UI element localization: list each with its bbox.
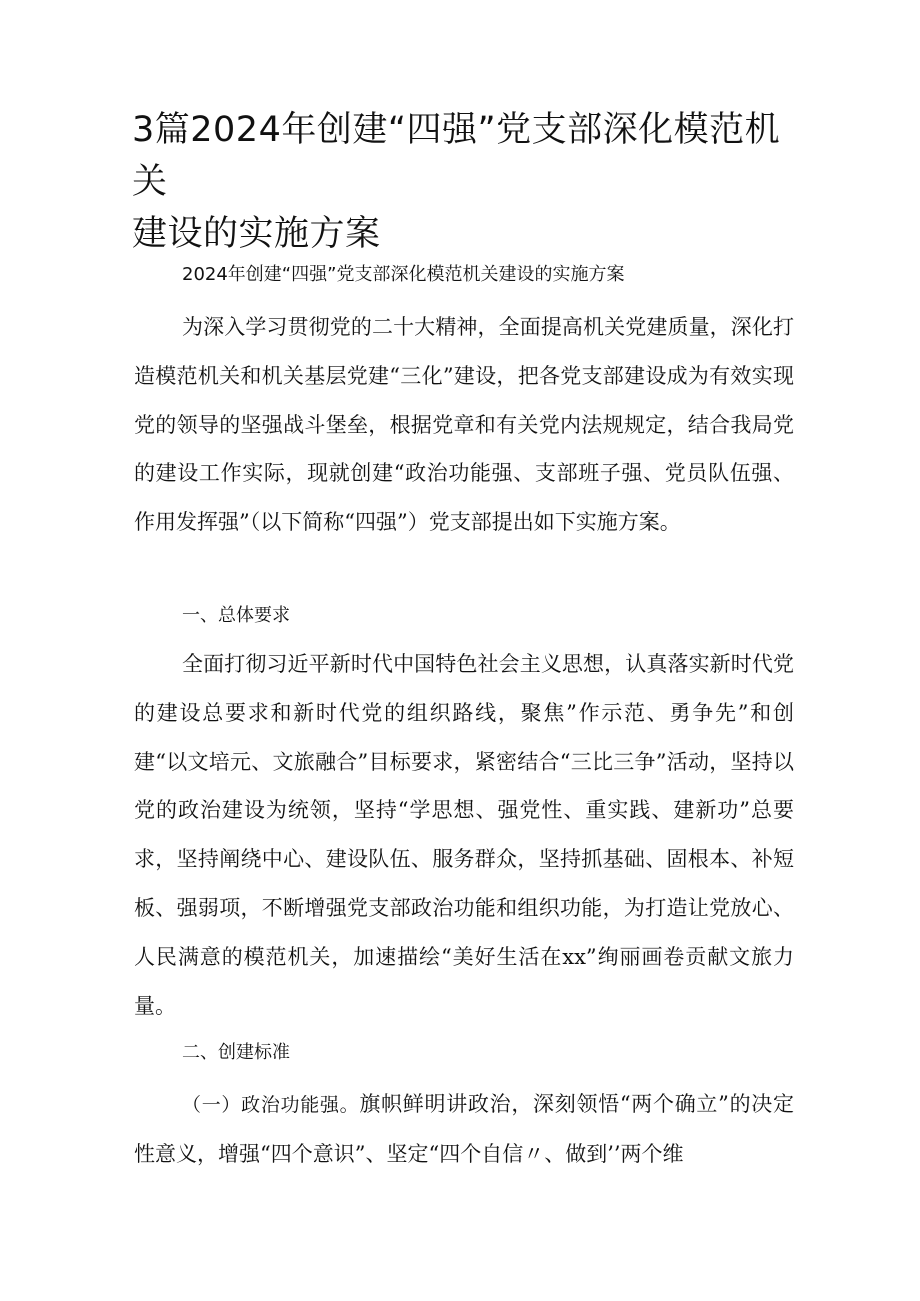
item-1-label: （一）政治功能强。	[182, 1094, 360, 1116]
section-1-heading: 一、总体要求	[182, 605, 290, 626]
item-1-paragraph	[134, 1080, 794, 1179]
section-1-paragraph: 全面打彻习近平新时代中国特色社会主义思想，认真落实新时代党的建设总要求和新时代党的组织路线，聚焦”作示范、勇争先”和创建“以文培元、文旅融合”目标要求，紧密结合“三比三争”活动，坚持以党的政治建设为统领，坚持“学思想、强党性、重实践、建新功”总要求，坚持阐绕中心、建设队伍、服务群众，坚持抓基础、固根本、补短板、强弱项，不断增强党支部政治功能和组织功能，为打造让党放心、人民满意的模范机关，加速描绘“美好生活在xx”绚丽画卷贡献文旅力量。	[134, 652, 794, 1018]
document-title-line-1: 3篇2024年创建“四强”党支部深化模范机关	[132, 110, 781, 202]
section-2-heading: 二、创建标准	[182, 1042, 290, 1063]
item-1-text: 旗帜鲜明讲政治，深刻领悟“两个确立”的决定性意义，增强“四个意识”、坚定“四个自信〃、做到’’两个维	[134, 1092, 794, 1166]
document-subtitle: 2024年创建“四强”党支部深化模范机关建设的实施方案	[182, 264, 625, 285]
document-title-line-2: 建设的实施方案	[132, 214, 381, 254]
document-title	[132, 104, 812, 260]
intro-paragraph: 为深入学习贯彻党的二十大精神，全面提高机关党建质量，深化打造模范机关和机关基层党建“三化”建设，把各党支部建设成为有效实现党的领导的坚强战斗堡垒，根据党章和有关党内法规规定，结合我局党的建设工作实际，现就创建“政治功能强、支部班子强、党员队伍强、作用发挥强”（以下简称“四强”）党支部提出如下实施方案。	[134, 315, 794, 535]
